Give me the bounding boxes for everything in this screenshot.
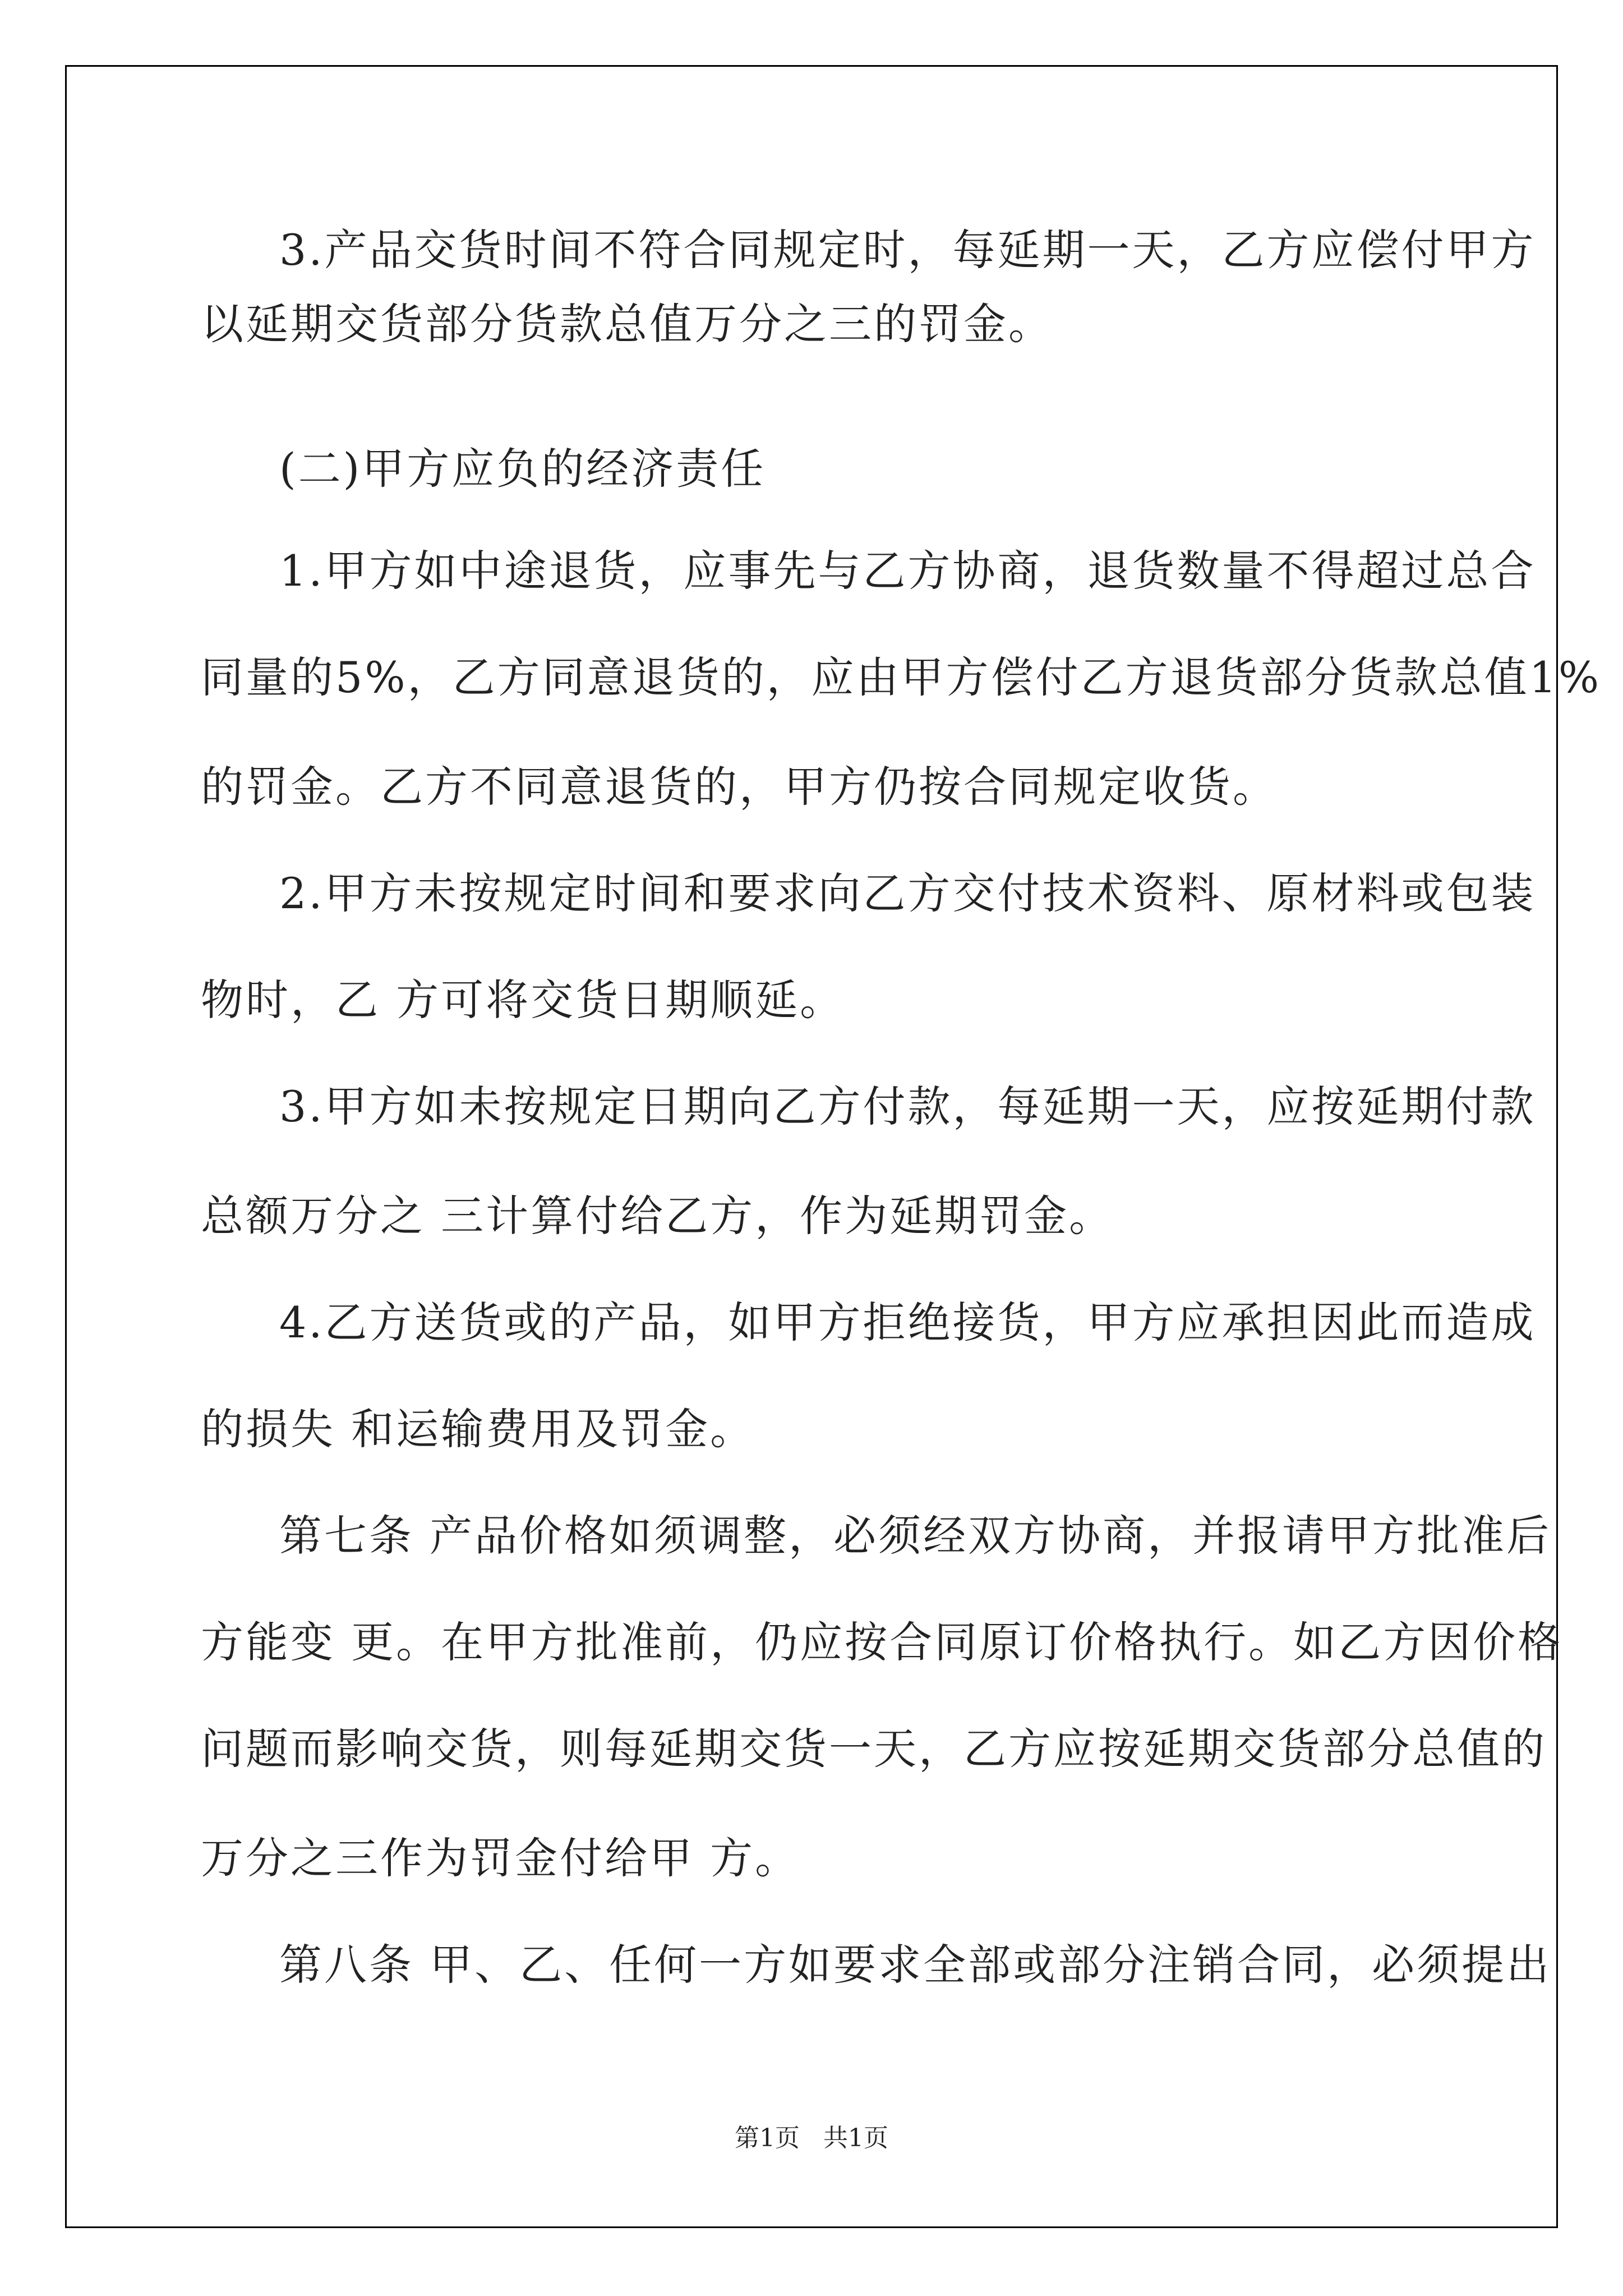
paragraph-line: 同量的5%，乙方同意退货的，应由甲方偿付乙方退货部分货款总值1% [201, 652, 1602, 702]
paragraph-line: 第八条 甲、乙、任何一方如要求全部或部分注销合同，必须提出 [279, 1940, 1552, 1990]
paragraph-line: 的罚金。乙方不同意退货的，甲方仍按合同规定收货。 [201, 762, 1278, 812]
paragraph-line: 方能变 更。在甲方批准前，仍应按合同原订价格执行。如乙方因价格 [201, 1617, 1563, 1667]
paragraph-line: 第七条 产品价格如须调整，必须经双方协商，并报请甲方批准后 [279, 1511, 1552, 1561]
page-border [65, 65, 1558, 2228]
paragraph-line: 物时，乙 方可将交货日期顺延。 [201, 975, 845, 1025]
paragraph-line: 1.甲方如中途退货，应事先与乙方协商，退货数量不得超过总合 [279, 546, 1536, 596]
paragraph-line: 问题而影响交货，则每延期交货一天，乙方应按延期交货部分总值的 [201, 1724, 1547, 1774]
paragraph-line: 以延期交货部分货款总值万分之三的罚金。 [201, 299, 1053, 349]
paragraph-line: 3.甲方如未按规定日期向乙方付款，每延期一天，应按延期付款 [279, 1082, 1536, 1131]
paragraph-line: 总额万分之 三计算付给乙方，作为延期罚金。 [201, 1191, 1114, 1241]
section-heading: (二)甲方应负的经济责任 [279, 444, 766, 494]
paragraph-line: 万分之三作为罚金付给甲 方。 [201, 1833, 800, 1883]
paragraph-line: 3.产品交货时间不符合同规定时，每延期一天，乙方应偿付甲方 [279, 225, 1536, 275]
paragraph-line: 4.乙方送货或的产品，如甲方拒绝接货，甲方应承担因此而造成 [279, 1297, 1536, 1347]
paragraph-line: 2.甲方未按规定时间和要求向乙方交付技术资料、原材料或包装 [279, 868, 1536, 918]
page-number-footer: 第1页 共1页 [735, 2124, 888, 2152]
paragraph-line: 的损失 和运输费用及罚金。 [201, 1404, 755, 1454]
